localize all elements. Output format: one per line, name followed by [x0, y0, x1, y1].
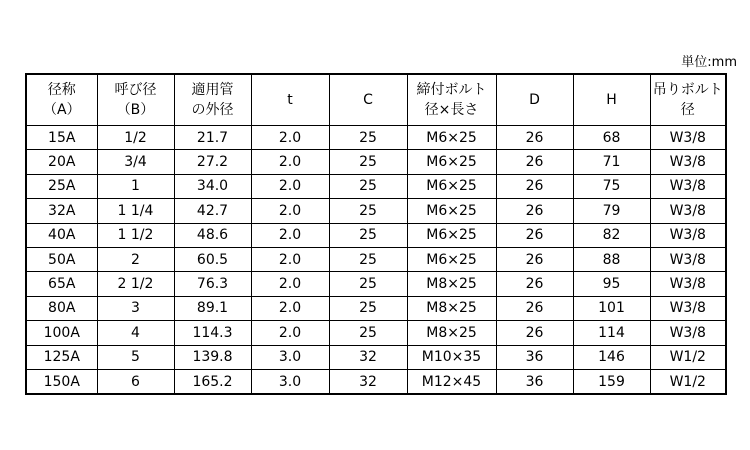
column-header [97, 74, 174, 126]
table-cell: 60.5 [174, 247, 251, 271]
table-cell: 80A [26, 296, 97, 320]
table-cell: 79 [573, 199, 650, 223]
table-cell: W3/8 [650, 321, 726, 345]
column-header-line: C [363, 92, 373, 108]
table-cell: 25 [329, 150, 407, 174]
table-cell: 165.2 [174, 369, 251, 394]
table-cell: 2.0 [251, 247, 329, 271]
table-cell: M10×35 [407, 345, 496, 369]
table-cell: 4 [97, 321, 174, 345]
column-header-line: 締付ボルト [416, 82, 487, 98]
table-cell: 1/2 [97, 126, 174, 150]
table-cell: 75 [573, 174, 650, 198]
column-header-line: 適用管 [191, 82, 234, 98]
column-header [329, 74, 407, 126]
table-cell: 20A [26, 150, 97, 174]
table-cell: M6×25 [407, 247, 496, 271]
table-cell: 40A [26, 223, 97, 247]
table-cell: 25A [26, 174, 97, 198]
table-cell: 36 [496, 369, 573, 394]
table-cell: 2 1/2 [97, 272, 174, 296]
table-cell: 82 [573, 223, 650, 247]
table-cell: 150A [26, 369, 97, 394]
column-header [496, 74, 573, 126]
unit-label: 単位:mm [681, 55, 737, 70]
column-header [407, 74, 496, 126]
table-cell: M6×25 [407, 199, 496, 223]
table-cell: 25 [329, 126, 407, 150]
table-cell: 5 [97, 345, 174, 369]
header-row [26, 74, 726, 126]
spec-table [25, 73, 727, 395]
table-row [26, 247, 726, 271]
table-cell: 27.2 [174, 150, 251, 174]
table-cell: 25 [329, 296, 407, 320]
table-row [26, 223, 726, 247]
table-cell: 65A [26, 272, 97, 296]
table-cell: 146 [573, 345, 650, 369]
table-cell: 32 [329, 345, 407, 369]
table-cell: 100A [26, 321, 97, 345]
table-row [26, 369, 726, 394]
table-cell: 6 [97, 369, 174, 394]
table-cell: 95 [573, 272, 650, 296]
table-body [26, 126, 726, 395]
table-cell: W3/8 [650, 174, 726, 198]
table-cell: 42.7 [174, 199, 251, 223]
table-cell: 2.0 [251, 321, 329, 345]
column-header [251, 74, 329, 126]
table-cell: W3/8 [650, 272, 726, 296]
table-row [26, 126, 726, 150]
table-cell: 36 [496, 345, 573, 369]
table-cell: 25 [329, 223, 407, 247]
table-cell: 1 1/2 [97, 223, 174, 247]
table-cell: 25 [329, 321, 407, 345]
table-cell: W3/8 [650, 223, 726, 247]
table-cell: 26 [496, 247, 573, 271]
table-cell: 68 [573, 126, 650, 150]
column-header-line: （B） [116, 102, 155, 118]
table-cell: M6×25 [407, 174, 496, 198]
table-cell: 26 [496, 321, 573, 345]
table-row [26, 199, 726, 223]
column-header-line: t [287, 92, 293, 108]
table-cell: 26 [496, 150, 573, 174]
table-cell: 1 [97, 174, 174, 198]
table-cell: M6×25 [407, 150, 496, 174]
table-cell: W1/2 [650, 369, 726, 394]
table-cell: 3.0 [251, 345, 329, 369]
table-row [26, 272, 726, 296]
table-cell: 2.0 [251, 272, 329, 296]
column-header-line: 吊りボルト [652, 82, 723, 98]
column-header [174, 74, 251, 126]
column-header-line: H [606, 92, 617, 108]
column-header-line: 呼び径 [114, 82, 157, 98]
table-cell: 3 [97, 296, 174, 320]
table-cell: 26 [496, 296, 573, 320]
table-cell: 2.0 [251, 126, 329, 150]
table-cell: M6×25 [407, 126, 496, 150]
table-cell: 32A [26, 199, 97, 223]
table-cell: 26 [496, 199, 573, 223]
table-cell: 3/4 [97, 150, 174, 174]
table-cell: W3/8 [650, 199, 726, 223]
table-cell: M6×25 [407, 223, 496, 247]
column-header-line: （A） [42, 102, 81, 118]
table-cell: 3.0 [251, 369, 329, 394]
column-header [573, 74, 650, 126]
table-row [26, 345, 726, 369]
table-row [26, 150, 726, 174]
table-cell: 25 [329, 247, 407, 271]
table-cell: 48.6 [174, 223, 251, 247]
column-header-line: 径称 [47, 82, 76, 98]
table-cell: M8×25 [407, 321, 496, 345]
table-cell: 25 [329, 174, 407, 198]
table-cell: W3/8 [650, 247, 726, 271]
table-row [26, 296, 726, 320]
table-cell: W3/8 [650, 296, 726, 320]
table-cell: 2.0 [251, 150, 329, 174]
table-cell: 21.7 [174, 126, 251, 150]
table-cell: 2 [97, 247, 174, 271]
column-header-line: の外径 [191, 102, 234, 118]
table-cell: M12×45 [407, 369, 496, 394]
table-cell: 26 [496, 272, 573, 296]
table-cell: 26 [496, 126, 573, 150]
column-header-line: D [529, 92, 540, 108]
table-cell: W1/2 [650, 345, 726, 369]
table-cell: 2.0 [251, 199, 329, 223]
table-row [26, 174, 726, 198]
table-cell: 25 [329, 199, 407, 223]
table-cell: M8×25 [407, 296, 496, 320]
table-cell: 26 [496, 174, 573, 198]
column-header [650, 74, 726, 126]
table-cell: 26 [496, 223, 573, 247]
table-cell: M8×25 [407, 272, 496, 296]
table-cell: W3/8 [650, 150, 726, 174]
table-cell: 2.0 [251, 296, 329, 320]
table-cell: 2.0 [251, 223, 329, 247]
table-cell: W3/8 [650, 126, 726, 150]
table-cell: 1 1/4 [97, 199, 174, 223]
table-cell: 34.0 [174, 174, 251, 198]
table-cell: 139.8 [174, 345, 251, 369]
table-cell: 76.3 [174, 272, 251, 296]
table-cell: 125A [26, 345, 97, 369]
table-cell: 114 [573, 321, 650, 345]
table-cell: 89.1 [174, 296, 251, 320]
table-cell: 71 [573, 150, 650, 174]
table-cell: 2.0 [251, 174, 329, 198]
table-cell: 114.3 [174, 321, 251, 345]
column-header-line: 径×長さ [424, 102, 479, 118]
table-row [26, 321, 726, 345]
table-cell: 25 [329, 272, 407, 296]
table-cell: 88 [573, 247, 650, 271]
table-cell: 32 [329, 369, 407, 394]
table-cell: 15A [26, 126, 97, 150]
column-header-line: 径 [680, 102, 695, 118]
column-header [26, 74, 97, 126]
table-cell: 50A [26, 247, 97, 271]
table-cell: 101 [573, 296, 650, 320]
table-cell: 159 [573, 369, 650, 394]
